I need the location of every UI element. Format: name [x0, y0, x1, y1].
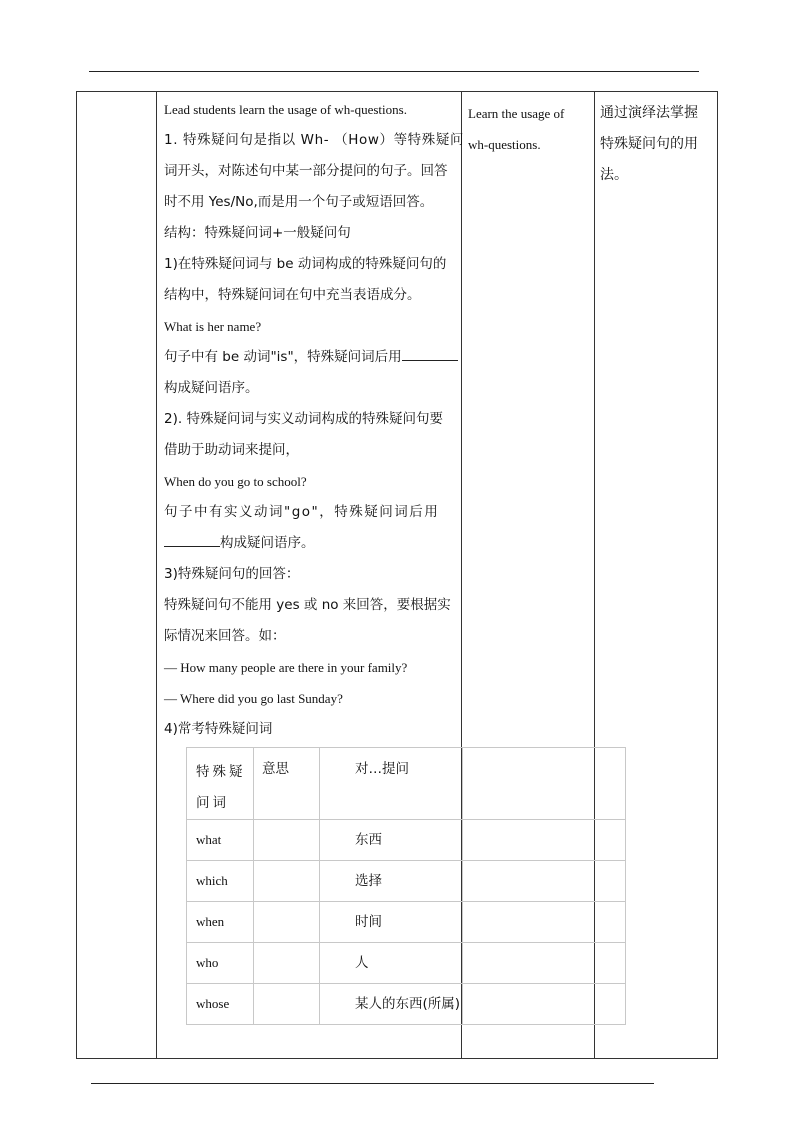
- content-line: 时不用 Yes/No,而是用一个句子或短语回答。: [164, 194, 434, 210]
- example-sentence: — Where did you go last Sunday?: [164, 691, 343, 706]
- asks-about: 选择: [355, 873, 382, 889]
- lesson-table: [76, 91, 718, 1059]
- header-rule: [89, 71, 699, 72]
- wh-word: what: [196, 832, 222, 847]
- col-divider: [462, 748, 463, 1024]
- example-sentence: — How many people are there in your family?: [164, 660, 408, 675]
- content-line: 3)特殊疑问句的回答：: [164, 566, 300, 582]
- content-line: 构成疑问语序。: [164, 380, 259, 396]
- content-line: 4)常考特殊疑问词: [164, 721, 273, 737]
- content-line: 结构中，特殊疑问词在句中充当表语成分。: [164, 287, 421, 303]
- activity-line: wh-questions.: [468, 137, 541, 152]
- content-line: 借助于助动词来提问，: [164, 442, 299, 458]
- asks-about: 某人的东西(所属): [355, 996, 461, 1012]
- student-activity: [468, 98, 588, 160]
- wh-word: who: [196, 955, 219, 970]
- content-line: 结构：特殊疑问词+一般疑问句: [164, 225, 351, 241]
- intent-line: 特殊疑问句的用: [600, 136, 698, 152]
- content-line: 句子中有 be 动词"is"，特殊疑问词后用: [164, 342, 456, 373]
- wh-word: which: [196, 873, 228, 888]
- header-asks-about: 对…提问: [355, 761, 409, 777]
- wh-word: whose: [196, 996, 230, 1011]
- header-wh-word: 特殊疑问词: [196, 764, 246, 811]
- example-sentence: When do you go to school?: [164, 474, 307, 489]
- content-line: 际情况来回答。如：: [164, 628, 286, 644]
- content-line: 1. 特殊疑问句是指以 Wh- （How）等特殊疑问: [164, 132, 465, 148]
- column-divider: [156, 92, 157, 1058]
- activity-line: Learn the usage of: [468, 106, 565, 121]
- example-sentence: What is her name?: [164, 319, 262, 334]
- fill-blank: [164, 534, 220, 547]
- content-line: 句子中有实义动词"go"，特殊疑问词后用: [164, 504, 440, 520]
- header-meaning: 意思: [262, 761, 289, 777]
- intent-line: 法。: [600, 167, 628, 183]
- content-line: 词开头，对陈述句中某一部分提问的句子。回答: [164, 163, 448, 179]
- footer-rule: [91, 1083, 654, 1084]
- content-line: Lead students learn the usage of wh-questions.: [164, 102, 407, 117]
- asks-about: 人: [355, 955, 369, 971]
- content-line: 2). 特殊疑问词与实义动词构成的特殊疑问句要: [164, 411, 443, 427]
- col-divider: [319, 748, 320, 1024]
- intent-line: 通过演绎法掌握: [600, 105, 698, 121]
- content-line: 构成疑问语序。: [164, 528, 456, 559]
- asks-about: 时间: [355, 914, 382, 930]
- col-divider: [253, 748, 254, 1024]
- design-intent: [600, 98, 712, 191]
- asks-about: 东西: [355, 832, 382, 848]
- teaching-content: [164, 92, 465, 745]
- fill-blank: [402, 348, 458, 361]
- content-line: 特殊疑问句不能用 yes 或 no 来回答，要根据实: [164, 597, 451, 613]
- wh-word: when: [196, 914, 225, 929]
- wh-word-table: [186, 747, 626, 1025]
- content-line: 1)在特殊疑问词与 be 动词构成的特殊疑问句的: [164, 256, 447, 272]
